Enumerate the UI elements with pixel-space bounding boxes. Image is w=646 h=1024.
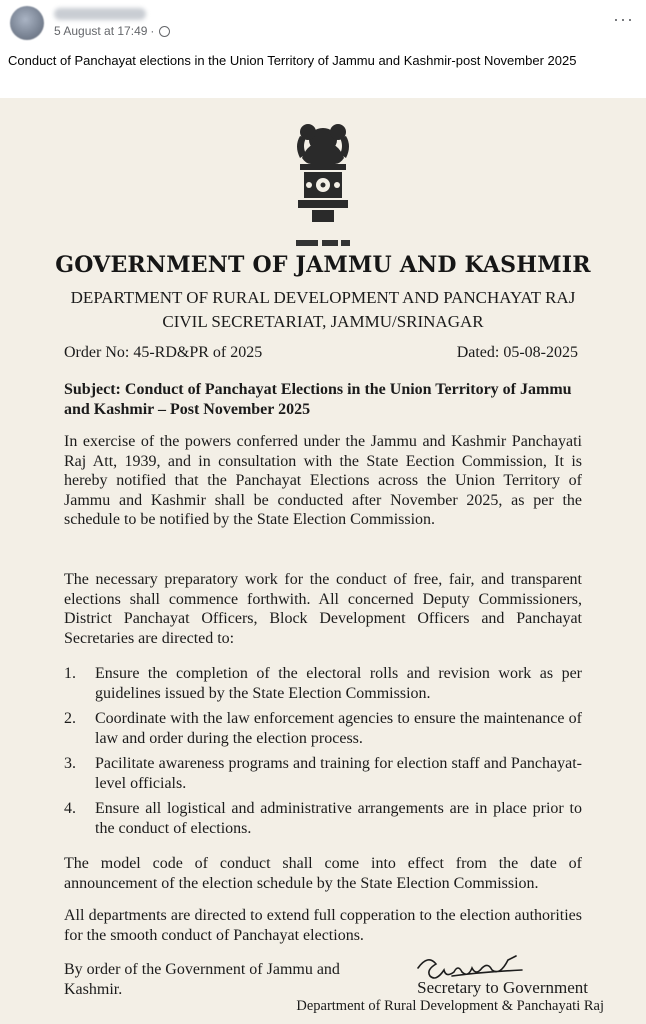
paragraph-3: The model code of conduct shall come into effect from the date of announcement of the election schedule by the State Election Commission. <box>64 855 582 892</box>
emblem-motto <box>292 238 354 248</box>
author-avatar[interactable] <box>10 6 44 40</box>
directive-list <box>64 664 582 844</box>
paragraph-1: In exercise of the powers conferred under the Jammu and Kashmir Panchayati Raj Att, 1939, and in consultation with the State Eection Commission, It is hereby notified that the Panchayat Elections across the Union Territory of Jammu and Kashmir shall be conducted after November 2025, as per the schedule to be notified by the State Election Commission. <box>64 433 582 528</box>
list-item-text: Ensure the completion of the electoral rolls and revision work as per guidelines issued by the State Election Commission. <box>95 665 582 702</box>
signatory-title: Secretary to Government <box>417 978 588 997</box>
post-timestamp[interactable]: 5 August at 17:49 <box>54 24 148 38</box>
government-heading: GOVERNMENT OF JAMMU AND KASHMIR <box>55 252 591 278</box>
signatory-department: Department of Rural Development & Panchayati Raj <box>296 998 604 1014</box>
subject-line: Subject: Conduct of Panchayat Elections in the Union Territory of Jammu and Kashmir – Post November 2025 <box>64 381 572 418</box>
list-item-text: Ensure all logistical and administrative arrangements are in place prior to the conduct of elections. <box>95 800 582 837</box>
author-name-blurred[interactable] <box>54 8 146 20</box>
list-item-number: 3. <box>64 755 76 772</box>
list-item-number: 1. <box>64 665 76 682</box>
dot-separator: · <box>150 24 155 38</box>
list-item-text: Pacilitate awareness programs and training for election staff and Panchayat-level officials. <box>95 755 582 792</box>
secretariat-heading: CIVIL SECRETARIAT, JAMMU/SRINAGAR <box>162 312 484 331</box>
paragraph-2: The necessary preparatory work for the conduct of free, fair, and transparent elections shall commence forthwith. All concerned Deputy Commissioners, District Panchayat Officers, Block Development Officers and Panchayat Secretaries are directed to: <box>64 571 582 647</box>
order-number: Order No: 45-RD&PR of 2025 <box>64 344 263 361</box>
document-image[interactable] <box>0 98 646 1024</box>
post-meta <box>54 24 170 38</box>
more-options-icon[interactable]: ··· <box>613 9 634 29</box>
globe-icon <box>159 26 170 37</box>
list-item <box>64 664 582 703</box>
department-heading: DEPARTMENT OF RURAL DEVELOPMENT AND PANCHAYAT RAJ <box>70 288 576 307</box>
list-item-text: Coordinate with the law enforcement agencies to ensure the maintenance of law and order during the election process. <box>95 710 582 747</box>
list-item <box>64 709 582 748</box>
post-header <box>0 0 646 98</box>
list-item <box>64 799 582 838</box>
order-date: Dated: 05-08-2025 <box>456 344 578 361</box>
list-item <box>64 754 582 793</box>
by-order-text: By order of the Government of Jammu and Kashmir. <box>64 961 340 998</box>
post-caption: Conduct of Panchayat elections in the Union Territory of Jammu and Kashmir-post November 2025 <box>8 53 577 68</box>
national-emblem-icon <box>278 118 368 258</box>
list-item-number: 2. <box>64 710 76 727</box>
paragraph-4: All departments are directed to extend full copperation to the election authorities for the smooth conduct of Panchayat elections. <box>64 907 582 944</box>
list-item-number: 4. <box>64 800 76 817</box>
